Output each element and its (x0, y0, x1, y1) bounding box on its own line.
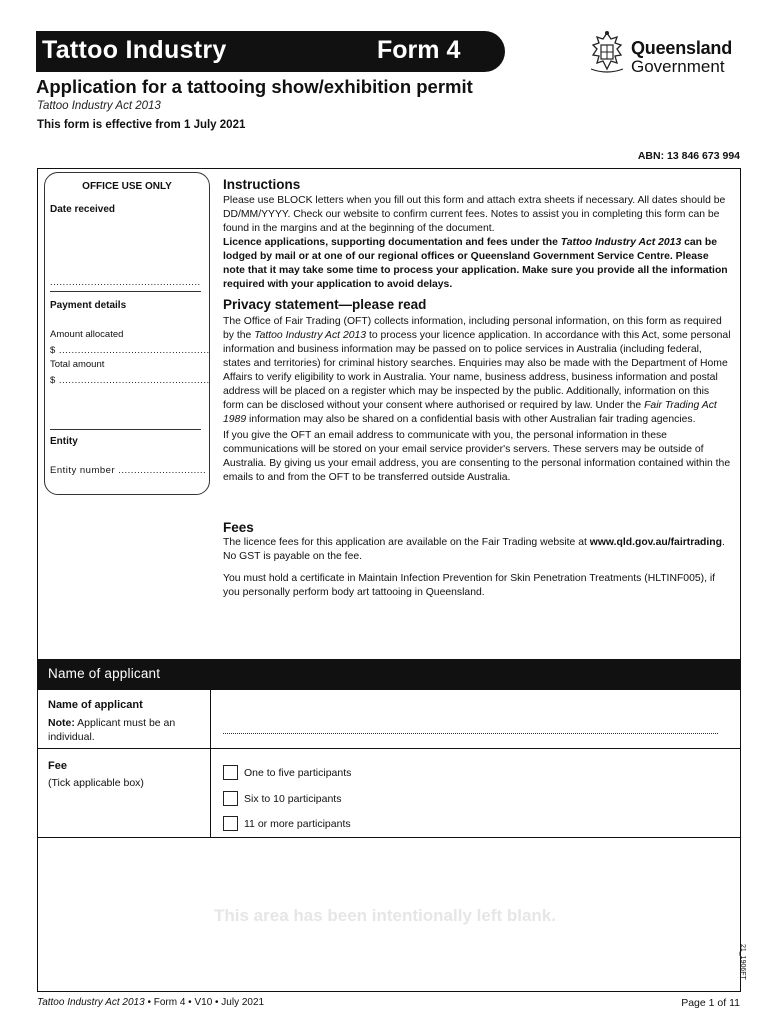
logo-line-2: Government (631, 57, 725, 76)
privacy-para-1 (223, 315, 731, 427)
fee-label: Fee (48, 760, 67, 772)
form-title-bar (36, 31, 505, 72)
fees-text-b: . No GST is payable on the fee. (223, 537, 725, 562)
footer-version: • Form 4 • V10 • July 2021 (144, 997, 265, 1008)
form-number: Form 4 (377, 36, 461, 64)
applicant-note (48, 716, 198, 744)
fees-para-1 (223, 536, 731, 564)
instructions-para-2-text: Licence applications, supporting documentation and fees under the (223, 237, 561, 248)
office-use-box (44, 172, 210, 495)
fair-trading-act-ref: Fair Trading Act 1989 (223, 400, 717, 425)
fees-heading: Fees (223, 520, 254, 535)
instructions-act-ref: Tattoo Industry Act 2013 (560, 237, 682, 248)
privacy-heading: Privacy statement—please read (223, 297, 427, 312)
effective-date: This form is effective from 1 July 2021 (37, 119, 246, 131)
row-divider (37, 748, 741, 749)
column-divider (210, 690, 211, 838)
privacy-para-2: If you give the OFT an email address to communicate with you, the personal information in these communications will be stored on your email service provider's servers. These servers may be outside of Australia. By giving us your email address, you are consenting to the personal information contained within the emails to and from the OFT to be transferred outside Australia. (223, 430, 731, 483)
footer-info (37, 997, 264, 1008)
form-title: Tattoo Industry (42, 36, 227, 64)
fees-section (223, 520, 731, 600)
section-header-bar (37, 659, 741, 690)
office-use-heading: OFFICE USE ONLY (82, 181, 172, 192)
note-text: Applicant must be an individual. (48, 717, 176, 743)
instructions-section (223, 177, 731, 292)
name-of-applicant-label: Name of applicant (48, 699, 143, 711)
fair-trading-link[interactable]: www.qld.gov.au/fairtrading (589, 537, 722, 548)
applicant-table (37, 690, 741, 838)
act-name: Tattoo Industry Act 2013 (37, 100, 161, 112)
total-amount-label: Total amount (50, 359, 105, 370)
instructions-para-2-text-end: can be lodged by mail or at one of our regional offices or Queensland Government Service Centre. Please note that it may take some time to process your application. Make sure you provide all the information required with your application to avoid delays. (223, 237, 728, 290)
qld-government-logo (585, 29, 745, 79)
coat-of-arms-icon (587, 29, 627, 77)
privacy-text-b: to process your licence application. In accordance with this Act, some personal information and business information may be passed on to police services in Australia (including federal, states and territories) for criminal history searches. Enquiries may also be made with the Department of Home Affairs to verify eligibility to work in Australia. Your name, business address, business information and postal address will be placed on a register which may be inspected by the public. Additionally, information on this form can be disclosed without your consent where authorised or required by law. Under the (223, 330, 731, 411)
checkbox[interactable] (223, 791, 238, 806)
privacy-text-c: information may also be shared on a confidential basis with other Australian fair trading agencies. (246, 414, 696, 425)
checkbox[interactable] (223, 765, 238, 780)
privacy-act-ref: Tattoo Industry Act 2013 (254, 330, 367, 341)
divider (50, 291, 201, 292)
form-subtitle: Application for a tattooing show/exhibition permit (36, 76, 473, 97)
fees-para-2: You must hold a certificate in Maintain Infection Prevention for Skin Penetration Treatments (HLTINF005), if you personally perform body art tattooing in Queensland. (223, 573, 716, 598)
divider (50, 429, 201, 430)
footer-act: Tattoo Industry Act 2013 (37, 997, 145, 1008)
instructions-heading: Instructions (223, 177, 301, 192)
fee-hint: (Tick applicable box) (48, 777, 144, 789)
instructions-para-1: Please use BLOCK letters when you fill out this form and attach extra sheets if necessary. All dates should be DD/MM/YYYY. Check our website to confirm current fees. Notes to assist you in completing this form can be found in the margins and at the beginning of the document. (223, 195, 726, 234)
entity-number-line: Entity number ............................ (50, 465, 207, 476)
entity-label: Entity (50, 436, 78, 447)
abn-number: ABN: 13 846 673 994 (637, 150, 740, 162)
total-amount-line: $ ................................................ (50, 375, 210, 386)
date-received-label: Date received (50, 204, 116, 215)
fee-option-3[interactable] (223, 815, 351, 831)
logo-line-1: Queensland (631, 38, 733, 58)
amount-allocated-label: Amount allocated (50, 329, 124, 340)
checkbox[interactable] (223, 816, 238, 831)
fees-text-a: The licence fees for this application are available on the Fair Trading website at (223, 537, 590, 548)
form-code: 21_1906FT (739, 944, 746, 980)
section-title: Name of applicant (48, 666, 161, 681)
note-label: Note: (48, 717, 75, 729)
row-divider (37, 837, 741, 838)
applicant-name-input[interactable] (223, 733, 718, 734)
privacy-text-a: The Office of Fair Trading (OFT) collects information, including personal information, on this form as required by the (223, 316, 722, 341)
page-number: Page 1 of 11 (681, 997, 740, 1009)
fee-option-2[interactable] (223, 790, 341, 806)
privacy-section (223, 297, 731, 485)
fee-option-label: One to five participants (244, 766, 352, 779)
amount-allocated-line: $ ................................................ (50, 345, 210, 356)
fee-option-label: Six to 10 participants (244, 792, 342, 805)
fee-option-label: 11 or more participants (244, 817, 351, 830)
instructions-para-2 (223, 236, 731, 292)
payment-details-label: Payment details (50, 300, 127, 311)
fee-option-1[interactable] (223, 764, 351, 780)
date-received-line: ................................................ (50, 277, 201, 288)
blank-area-notice: This area has been intentionally left blank. (214, 906, 556, 925)
